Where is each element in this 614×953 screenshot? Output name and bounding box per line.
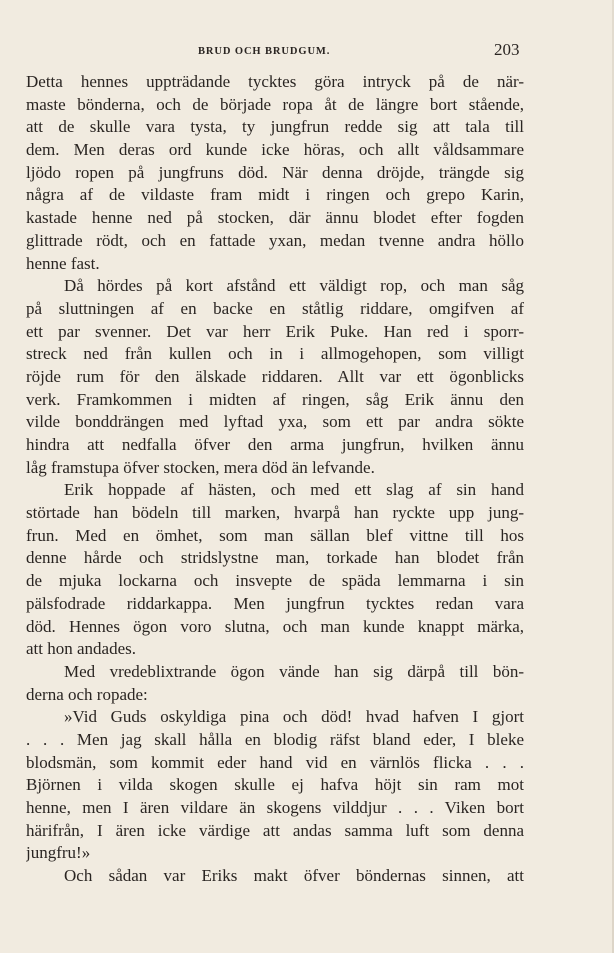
text-line: ett par svenner. Det var herr Erik Puke. Han red i sporr- <box>26 321 524 341</box>
text-line: några af de vildaste fram midt i ringen och grepo Karin, <box>26 185 524 205</box>
text-line: på sluttningen af en backe en ståtlig riddare, omgifven af <box>26 298 524 318</box>
text-line: låg framstupa öfver stocken, mera död än lefvande. <box>26 457 375 477</box>
text-line: ljödo ropen på jungfruns död. När denna dröjde, trängde sig <box>26 162 524 182</box>
body-text <box>26 71 524 888</box>
text-line: hindra att nedfalla öfver den arma jungfrun, hvilken ännu <box>26 435 524 454</box>
text-line: Björnen i vilda skogen skulle ej hafva höjt sin ram mot <box>26 775 524 795</box>
text-line: att de skulle vara tysta, ty jungfrun redde sig att tala till <box>26 117 524 137</box>
text-line: Detta hennes uppträdande tycktes göra intryck på de när- <box>26 72 524 91</box>
text-line: pälsfodrade riddarkappa. Men jungfrun tycktes redan vara <box>26 593 524 613</box>
running-head <box>0 40 614 60</box>
text-line: jungfru!» <box>26 843 91 863</box>
text-line: Då hördes på kort afstånd ett väldigt rop, och man såg <box>64 276 524 296</box>
text-line: Och sådan var Eriks makt öfver böndernas sinnen, att <box>64 866 524 886</box>
text-line: henne, men I ären vildare än skogens vilddjur . . . Viken bort <box>26 798 524 817</box>
text-line: streck ned från kullen och in i allmogehopen, som villigt <box>26 344 524 364</box>
text-line: Med vredeblixtrande ögon vände han sig därpå till bön- <box>64 661 524 681</box>
text-line: henne fast. <box>26 253 100 273</box>
text-line: »Vid Guds oskyldiga pina och död! hvad hafven I gjort <box>64 707 524 727</box>
text-line: att hon andades. <box>26 639 136 659</box>
running-title: BRUD OCH BRUDGUM. <box>198 46 331 57</box>
text-line: död. Hennes ögon voro slutna, och man kunde knappt märka, <box>26 616 524 636</box>
text-line: röjde rum för den älskade riddaren. Allt var ett ögonblicks <box>26 366 524 386</box>
page-number: 203 <box>494 40 520 59</box>
text-line: blodsmän, som kommit eder hand vid en värnlös flicka . . . <box>26 752 524 772</box>
text-line: störtade han bödeln till marken, hvarpå han ryckte upp jung- <box>26 503 524 523</box>
text-line: . . . Men jag skall hålla en blodig räfst bland eder, I bleke <box>26 729 524 749</box>
text-line: vilde bonddrängen med lyftad yxa, som ett par andra sökte <box>26 412 524 432</box>
text-line: dem. Men deras ord kunde icke höras, och allt våldsammare <box>26 140 524 160</box>
text-line: glittrade rödt, och en fattade yxan, medan tvenne andra höllo <box>26 230 524 250</box>
text-line: de mjuka lockarna och insvepte de späda lemmarna i sin <box>26 571 524 591</box>
text-line: Erik hoppade af hästen, och med ett slag af sin hand <box>64 480 524 500</box>
text-line: derna och ropade: <box>26 684 148 704</box>
text-line: verk. Framkommen i midten af ringen, såg Erik ännu den <box>26 389 524 409</box>
text-line: frun. Med en ömhet, som man sällan blef vittne till hos <box>26 525 524 545</box>
text-line: maste bönderna, och de började ropa åt de längre bort stående, <box>26 94 524 114</box>
text-line: härifrån, I ären icke värdige att andas samma luft som denna <box>26 820 524 840</box>
text-line: denne hårde och stridslystne man, torkade han blodet från <box>26 548 524 568</box>
text-line: kastade henne ned på stocken, där ännu blodet efter fogden <box>26 208 524 228</box>
